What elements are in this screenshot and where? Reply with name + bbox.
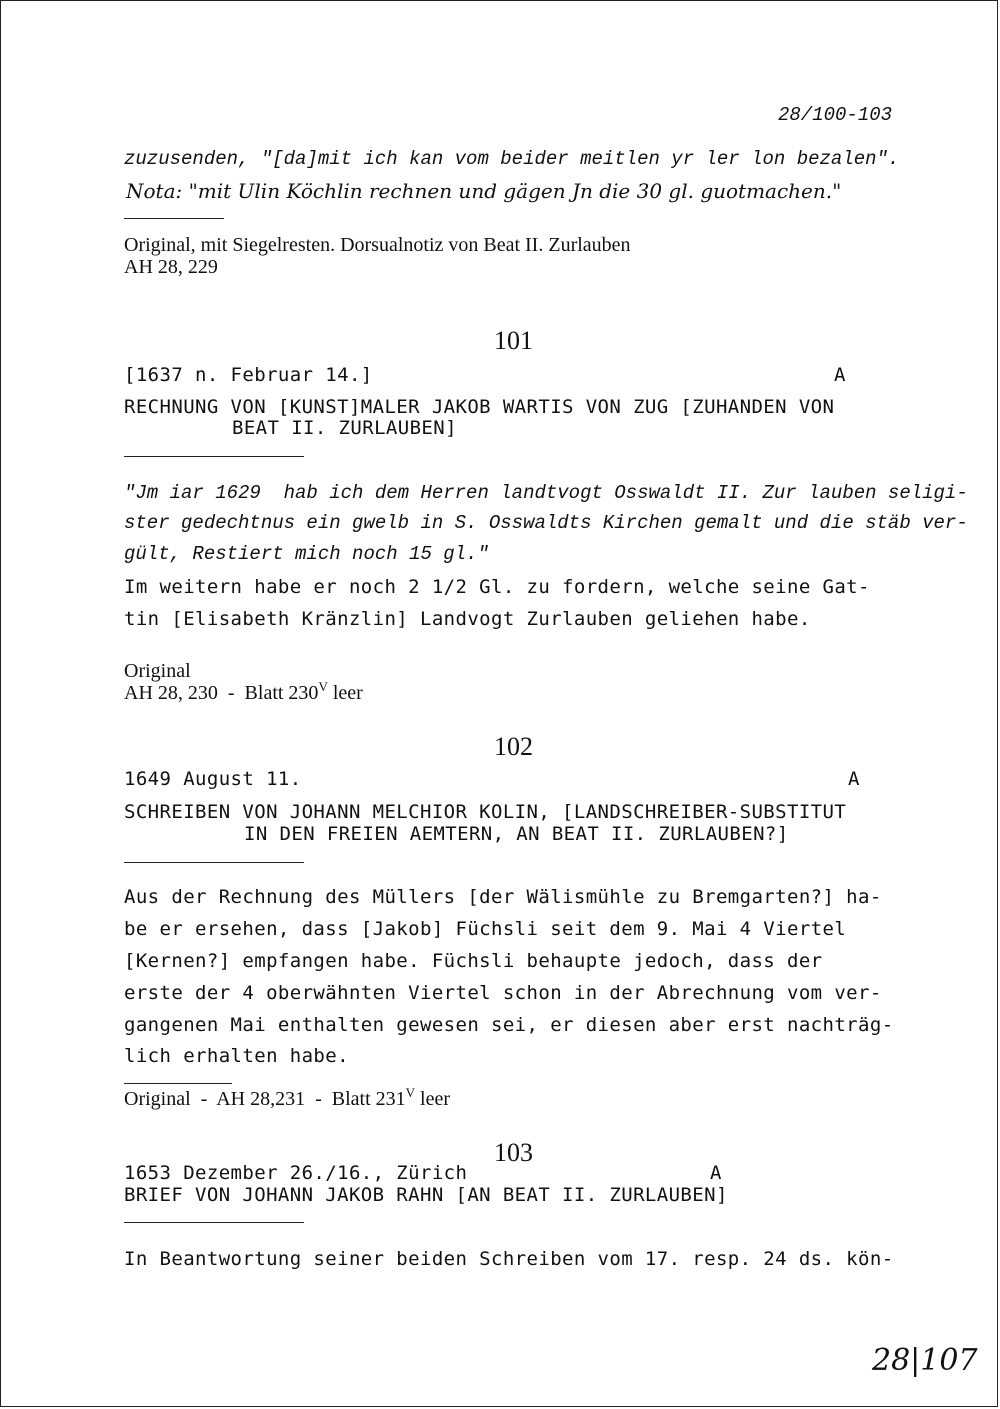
entry-number: 102 — [494, 732, 533, 761]
section-rule — [124, 218, 224, 219]
entry-letter: A — [834, 364, 846, 386]
body-line-1: Aus der Rechnung des Müllers [der Wälismühle zu Bremgarten?] ha- — [124, 886, 882, 908]
entry-title-line-2: BEAT II. ZURLAUBEN] — [232, 417, 457, 439]
handwritten-folio-number: 28|107 — [872, 1343, 978, 1378]
body-line-6: lich erhalten habe. — [124, 1045, 349, 1067]
source-note: Original — [124, 660, 191, 682]
body-line-1: Im weitern habe er noch 2 1/2 Gl. zu fordern, welche seine Gat- — [124, 576, 870, 598]
body-line-4: erste der 4 oberwähnten Viertel schon in der Abrechnung vom ver- — [124, 982, 882, 1004]
body-line-2: tin [Elisabeth Kränzlin] Landvogt Zurlauben geliehen habe. — [124, 608, 811, 630]
entry-letter: A — [710, 1162, 722, 1184]
entry-title-line-2: IN DEN FREIEN AEMTERN, AN BEAT II. ZURLAUBEN?] — [244, 823, 789, 845]
page-reference: 28/100-103 — [778, 104, 893, 126]
entry-title-line-1: SCHREIBEN VON JOHANN MELCHIOR KOLIN, [LANDSCHREIBER-SUBSTITUT — [124, 801, 847, 823]
entry-date: 1653 Dezember 26./16., Zürich — [124, 1162, 468, 1184]
archive-reference: AH 28, 230 - Blatt $230^V$ leer — [124, 679, 363, 704]
body-line-5: gangenen Mai enthalten gewesen sei, er diesen aber erst nachträg- — [124, 1014, 894, 1036]
entry-number: 101 — [494, 326, 533, 355]
body-line-2: be er ersehen, dass [Jakob] Füchsli seit dem 9. Mai 4 Viertel — [124, 918, 847, 940]
archive-reference: AH 28, 229 — [124, 256, 218, 278]
continuation-line-2: Nota: "mit Ulin Köchlin rechnen und gägen Jn die 30 gl. guotmachen." — [126, 179, 842, 203]
entry-title: BRIEF VON JOHANN JAKOB RAHN [AN BEAT II. ZURLAUBEN] — [124, 1184, 728, 1206]
entry-number: 103 — [494, 1138, 533, 1167]
continuation-line-1: zuzusenden, "[da]mit ich kan vom beider meitlen yr ler lon bezalen". — [124, 148, 900, 170]
source-note: Original, mit Siegelresten. Dorsualnotiz von Beat II. Zurlauben — [124, 234, 631, 256]
quote-line-3: gült, Restiert mich noch 15 gl." — [124, 543, 489, 565]
quote-line-1: "Jm iar 1629 hab ich dem Herren landtvogt Osswaldt II. Zur lauben seligi- — [124, 482, 968, 504]
entry-letter: A — [848, 768, 860, 790]
entry-date: [1637 n. Februar 14.] — [124, 364, 373, 386]
section-rule — [124, 1083, 232, 1084]
section-rule — [124, 1222, 304, 1223]
entry-date: 1649 August 11. — [124, 768, 302, 790]
body-line-1: In Beantwortung seiner beiden Schreiben vom 17. resp. 24 ds. kön- — [124, 1248, 894, 1270]
section-rule — [124, 862, 304, 863]
quote-line-2: ster gedechtnus ein gwelb in S. Osswaldts Kirchen gemalt und die stäb ver- — [124, 512, 968, 534]
body-line-3: [Kernen?] empfangen habe. Füchsli behaupte jedoch, dass der — [124, 950, 823, 972]
archive-reference: Original - AH 28,231 - Blatt $231^V$ leer — [124, 1085, 451, 1110]
section-rule — [124, 456, 304, 457]
entry-title-line-1: RECHNUNG VON [KUNST]MALER JAKOB WARTIS VON ZUG [ZUHANDEN VON — [124, 396, 835, 418]
